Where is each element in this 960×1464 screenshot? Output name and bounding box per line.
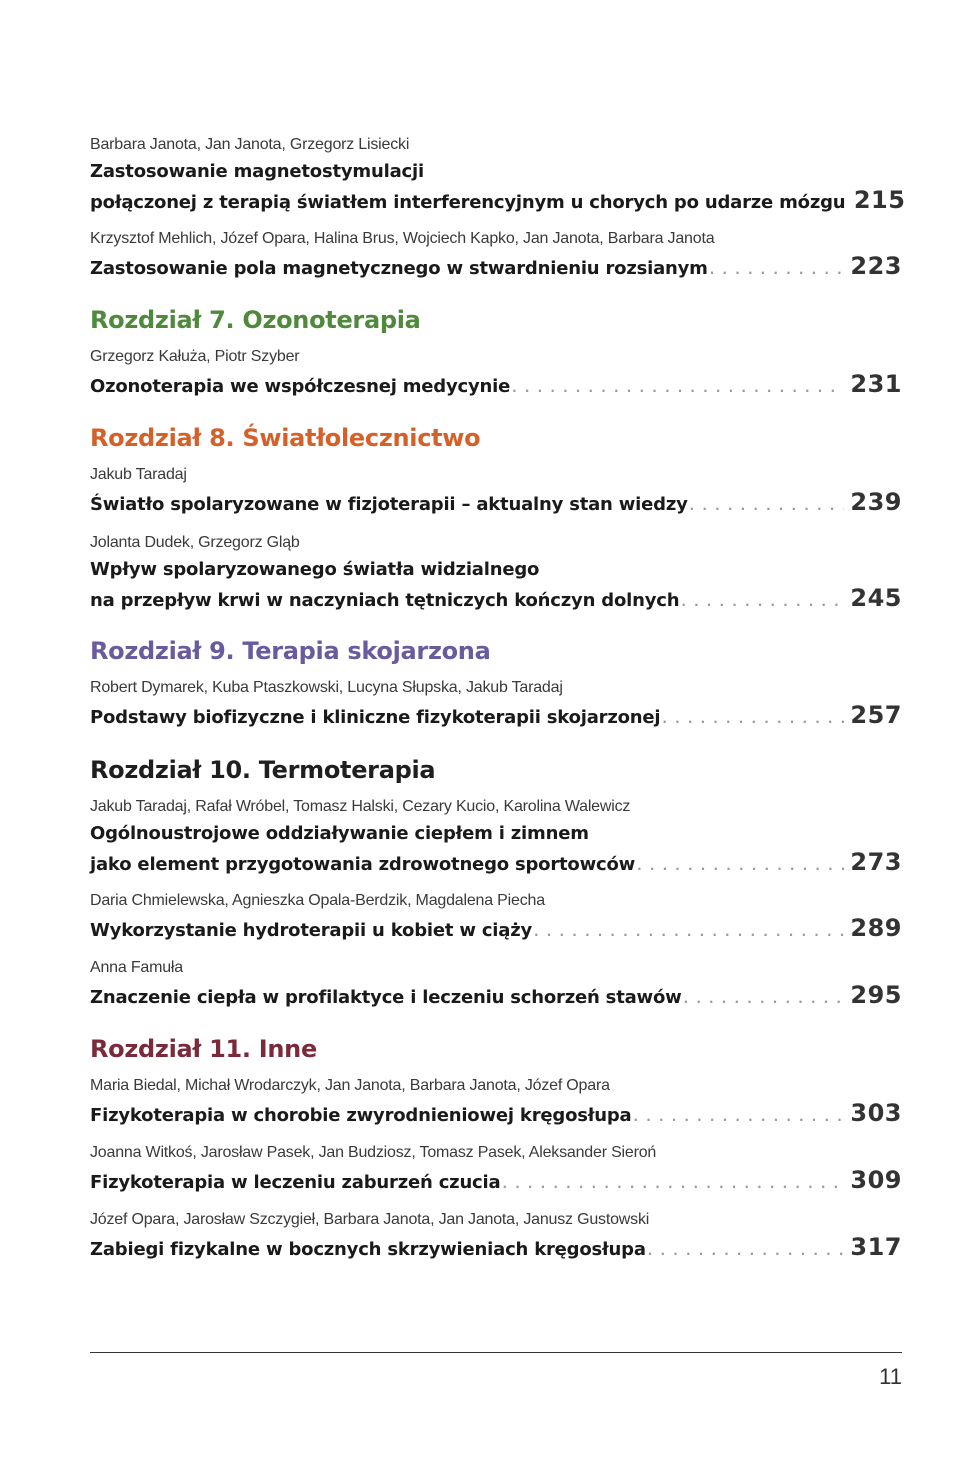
entry-title-line: Zastosowanie pola magnetycznego w stwardnieniu rozsianym (90, 258, 708, 279)
dot-leader (633, 1103, 844, 1131)
entry-authors: Józef Opara, Jarosław Szczygieł, Barbara Janota, Jan Janota, Janusz Gustowski (90, 1211, 650, 1228)
dot-leader (681, 588, 844, 616)
entry-title-line: Znaczenie ciepła w profilaktyce i leczeniu schorzeń stawów (90, 987, 682, 1008)
entry-title-line: Wpływ spolaryzowanego światła widzialnego (90, 559, 540, 580)
entry-title-row (90, 981, 902, 1013)
toc-entry (90, 134, 906, 218)
entry-title-row (90, 584, 902, 616)
entry-title-row (90, 488, 902, 520)
dot-leader (637, 852, 844, 880)
entry-authors: Daria Chmielewska, Agnieszka Opala-Berdzik, Magdalena Piecha (90, 892, 545, 909)
entry-title-line: jako element przygotowania zdrowotnego sportowców (90, 854, 636, 875)
toc-entry (90, 346, 902, 402)
toc-entry (90, 464, 902, 520)
page-ref: 239 (850, 488, 902, 516)
entry-title-row (90, 370, 902, 402)
entry-authors: Barbara Janota, Jan Janota, Grzegorz Lisiecki (90, 136, 410, 153)
toc-entry (90, 532, 902, 616)
toc-entry (90, 1075, 902, 1131)
page-ref: 317 (850, 1233, 902, 1261)
entry-title-row (90, 186, 906, 218)
chapter-heading: Rozdział 9. Terapia skojarzona (90, 637, 491, 665)
entry-authors: Robert Dymarek, Kuba Ptaszkowski, Lucyna Słupska, Jakub Taradaj (90, 679, 563, 696)
page-ref: 223 (850, 252, 902, 280)
entry-title-line: Zabiegi fizykalne w bocznych skrzywieniach kręgosłupa (90, 1239, 646, 1260)
entry-title-row (90, 914, 902, 946)
dot-leader (710, 256, 844, 284)
entry-title-line: Zastosowanie magnetostymulacji (90, 161, 424, 182)
entry-title-line: Ogólnoustrojowe oddziaływanie ciepłem i zimnem (90, 823, 589, 844)
entry-title-row (90, 252, 902, 284)
entry-title-line: Ozonoterapia we współczesnej medycynie (90, 376, 511, 397)
entry-title-line: Podstawy biofizyczne i kliniczne fizykoterapii skojarzonej (90, 707, 661, 728)
toc-entry (90, 890, 902, 946)
entry-title-line: połączonej z terapią światłem interferencyjnym u chorych po udarze mózgu (90, 192, 846, 213)
entry-authors: Jolanta Dudek, Grzegorz Gląb (90, 534, 300, 551)
dot-leader (512, 374, 844, 402)
page-ref: 245 (850, 584, 902, 612)
entry-authors: Jakub Taradaj (90, 466, 187, 483)
entry-title-line: Fizykoterapia w leczeniu zaburzeń czucia (90, 1172, 501, 1193)
entry-title-line: Światło spolaryzowane w fizjoterapii – aktualny stan wiedzy (90, 494, 688, 515)
dot-leader (502, 1170, 844, 1198)
page-ref: 231 (850, 370, 902, 398)
entry-title-line: Fizykoterapia w chorobie zwyrodnieniowej kręgosłupa (90, 1105, 632, 1126)
chapter-heading: Rozdział 11. Inne (90, 1035, 317, 1063)
footer-rule (90, 1352, 902, 1353)
entry-authors: Joanna Witkoś, Jarosław Pasek, Jan Budziosz, Tomasz Pasek, Aleksander Sieroń (90, 1144, 657, 1161)
entry-title-row (90, 701, 902, 733)
entry-authors: Jakub Taradaj, Rafał Wróbel, Tomasz Halski, Cezary Kucio, Karolina Walewicz (90, 798, 631, 815)
toc-entry (90, 1209, 902, 1265)
toc-entry (90, 1142, 902, 1198)
dot-leader (690, 492, 844, 520)
page-ref: 215 (853, 186, 906, 214)
page-ref: 309 (850, 1166, 902, 1194)
page-number: 11 (879, 1364, 902, 1389)
toc-entry (90, 228, 902, 284)
entry-title-line: na przepływ krwi w naczyniach tętniczych kończyn dolnych (90, 590, 680, 611)
dot-leader (684, 985, 844, 1013)
entry-authors: Anna Famuła (90, 959, 183, 976)
entry-title-row (90, 1233, 902, 1265)
toc-entry (90, 957, 902, 1013)
entry-title-row (90, 1166, 902, 1198)
chapter-heading: Rozdział 8. Światłolecznictwo (90, 424, 481, 452)
toc-entry (90, 796, 902, 880)
entry-authors: Maria Biedal, Michał Wrodarczyk, Jan Janota, Barbara Janota, Józef Opara (90, 1077, 610, 1094)
page-ref: 289 (850, 914, 902, 942)
entry-title-row (90, 848, 902, 880)
chapter-heading: Rozdział 10. Termoterapia (90, 756, 436, 784)
page-ref: 257 (850, 701, 902, 729)
chapter-heading: Rozdział 7. Ozonoterapia (90, 306, 421, 334)
dot-leader (662, 705, 844, 733)
entry-title-row (90, 1099, 902, 1131)
entry-authors: Krzysztof Mehlich, Józef Opara, Halina Brus, Wojciech Kapko, Jan Janota, Barbara Janota (90, 230, 715, 247)
entry-title-line: Wykorzystanie hydroterapii u kobiet w ciąży (90, 920, 533, 941)
toc-entry (90, 677, 902, 733)
dot-leader (648, 1237, 844, 1265)
page-ref: 295 (850, 981, 902, 1009)
dot-leader (534, 918, 844, 946)
entry-authors: Grzegorz Kałuża, Piotr Szyber (90, 348, 300, 365)
page-ref: 273 (850, 848, 902, 876)
page-ref: 303 (850, 1099, 902, 1127)
